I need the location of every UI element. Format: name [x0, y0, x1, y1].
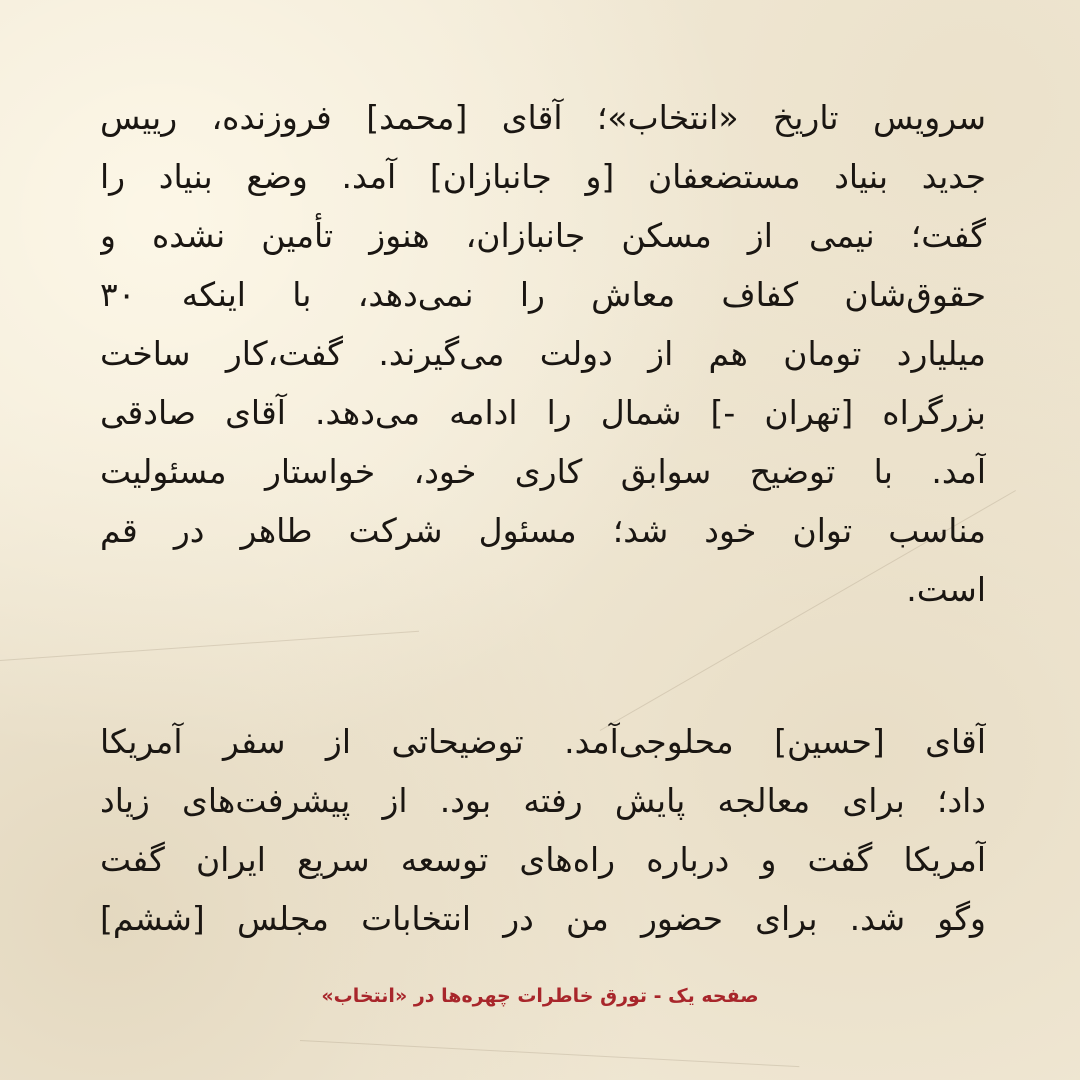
text-line: آمریکا گفت و درباره راه‌های توسعه سریع ایران گفت	[100, 840, 986, 879]
text-line: گفت؛ نیمی از مسکن جانبازان، هنوز تأمین نشده و	[100, 216, 986, 255]
text-line: بزرگراه [تهران -] شمال را ادامه می‌دهد. آقای صادقی	[100, 393, 986, 432]
text-line: مناسب توان خود شد؛ مسئول شرکت طاهر در قم	[100, 511, 986, 550]
text-line: است.	[906, 570, 986, 609]
paper-crack	[300, 1040, 799, 1067]
text-line: جدید بنیاد مستضعفان [و جانبازان] آمد. وضع بنیاد را	[100, 157, 986, 196]
paragraph-2	[100, 712, 986, 948]
text-line: داد؛ برای معالجه پایش رفته بود. از پیشرفت‌های زیاد	[100, 781, 986, 820]
page-footer-caption: صفحه یک - تورق خاطرات چهره‌ها در «انتخاب»	[321, 985, 759, 1007]
text-line: حقوق‌شان کفاف معاش را نمی‌دهد، با اینکه ۳۰	[100, 275, 986, 314]
paragraph-1	[100, 88, 986, 619]
text-line: وگو شد. برای حضور من در انتخابات مجلس [ششم]	[100, 899, 986, 938]
text-line: میلیارد تومان هم از دولت می‌گیرند. گفت،کار ساخت	[100, 334, 986, 373]
text-line: آقای [حسین] محلوجی‌آمد. توضیحاتی از سفر آمریکا	[100, 722, 986, 761]
paper-crack	[0, 631, 419, 661]
text-line: سرویس تاریخ «انتخاب»؛ آقای [محمد] فروزنده، رییس	[100, 98, 986, 137]
text-line: آمد. با توضیح سوابق کاری خود، خواستار مسئولیت	[100, 452, 986, 491]
